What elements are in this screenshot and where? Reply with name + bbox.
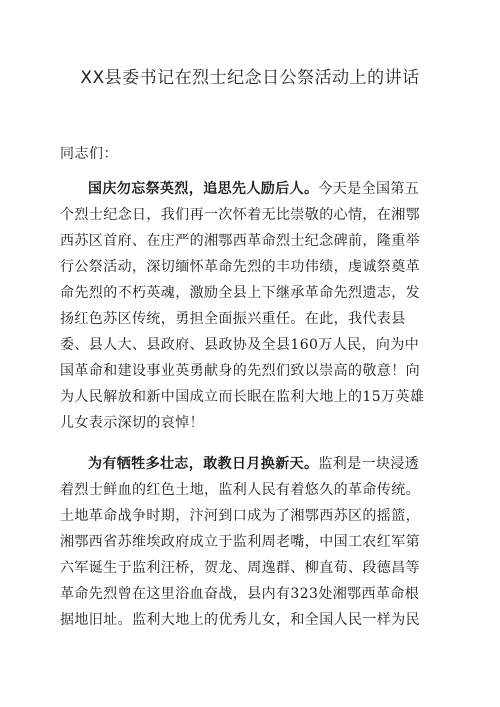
paragraph-line: 着烈士鲜血的红色土地，监利人民有着悠久的革命传统。 xyxy=(60,482,420,498)
paragraph-line: 土地革命战争时期，汴河到口成为了湘鄂西苏区的摇篮， xyxy=(60,508,420,524)
paragraph-line: 委、县人大、县政府、县政协及全县160万人民，向为中 xyxy=(60,337,420,353)
paragraph-line: 为人民解放和新中国成立而长眠在监利大地上的15万英雄 xyxy=(60,389,425,405)
paragraph-line: 行公祭活动，深切缅怀革命先烈的丰功伟绩，虔诚祭奠革 xyxy=(60,259,420,275)
paragraph-2 xyxy=(60,451,440,633)
paragraph-lead: 国庆勿忘祭英烈，追思先人励后人。 xyxy=(88,181,319,197)
paragraph-line: 革命先烈曾在这里浴血奋战，县内有323处湘鄂西革命根 xyxy=(60,586,420,602)
paragraph-line xyxy=(60,451,440,477)
paragraph-line: 国革命和建设事业英勇献身的先烈们致以崇高的敬意！向 xyxy=(60,363,420,379)
paragraph-line: 儿女表示深切的哀悼！ xyxy=(60,415,204,431)
paragraph-text: 监利是一块浸透 xyxy=(318,456,420,472)
paragraph-line: 扬红色苏区传统，勇担全面振兴重任。在此，我代表县 xyxy=(60,311,406,327)
salutation: 同志们： xyxy=(60,146,118,162)
paragraph-line: 据地旧址。监利大地上的优秀儿女，和全国人民一样为民 xyxy=(60,612,420,628)
paragraph-line xyxy=(60,176,440,202)
paragraph-lead: 为有牺牲多壮志，敢教日月换新天。 xyxy=(88,456,319,472)
document-title: XX县委书记在烈士纪念日公祭活动上的讲话 xyxy=(80,68,420,88)
paragraph-line: 西苏区首府、在庄严的湘鄂西革命烈士纪念碑前，隆重举 xyxy=(60,233,420,249)
paragraph-line: 六军诞生于监利汪桥，贺龙、周逸群、柳直荀、段德昌等 xyxy=(60,560,420,576)
paragraph-line: 命先烈的不朽英魂，激励全县上下继承革命先烈遗志，发 xyxy=(60,285,420,301)
paragraph-1 xyxy=(60,176,440,436)
paragraph-line: 个烈士纪念日，我们再一次怀着无比崇敬的心情，在湘鄂 xyxy=(60,207,420,223)
paragraph-text: 今天是全国第五 xyxy=(318,181,420,197)
paragraph-line: 湘鄂西省苏维埃政府成立于监利周老嘴，中国工农红军第 xyxy=(60,534,420,550)
